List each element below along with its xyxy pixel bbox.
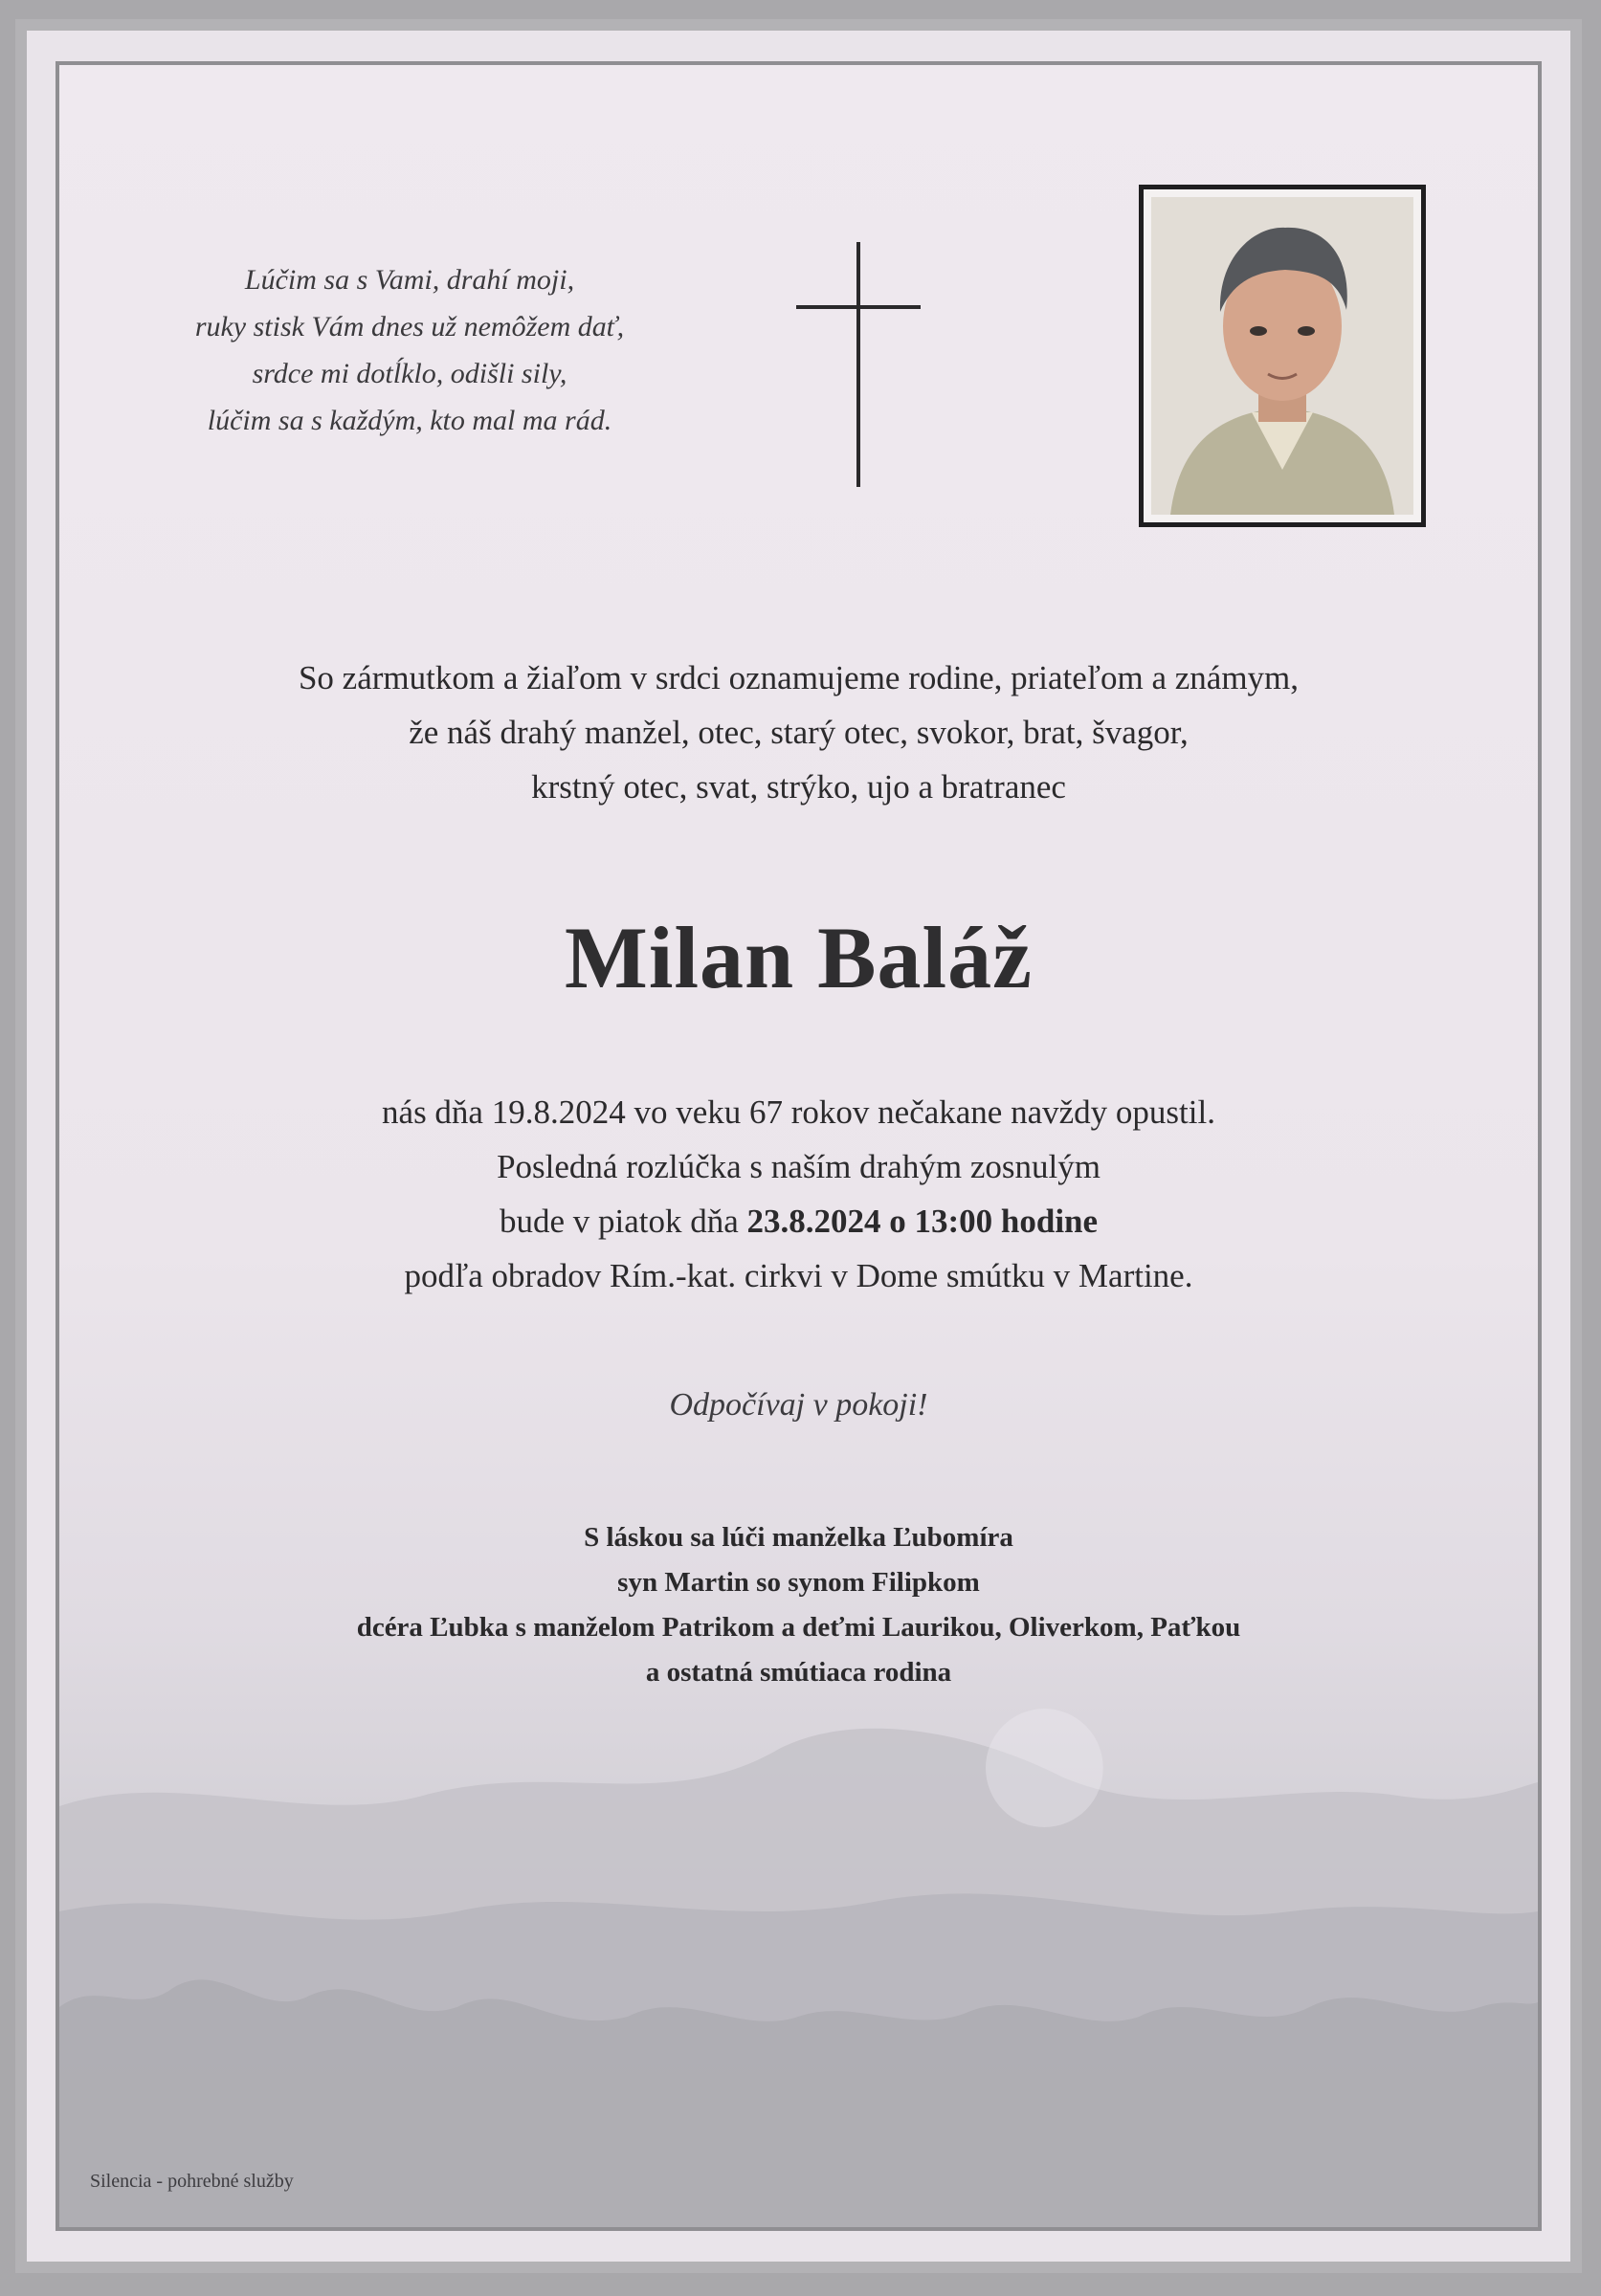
inner-frame	[56, 61, 1542, 2231]
landscape-background	[59, 1691, 1538, 2227]
portrait-image	[1151, 197, 1413, 515]
details-line: podľa obradov Rím.-kat. cirkvi v Dome smútku v Martine.	[404, 1257, 1193, 1294]
details-prefix: bude v piatok dňa	[499, 1203, 747, 1240]
portrait-illustration	[1151, 197, 1413, 515]
cross-icon-bar	[796, 305, 921, 309]
verse-line: Lúčim sa s Vami, drahí moji,	[244, 264, 575, 296]
verse-line: ruky stisk Vám dnes už nemôžem dať,	[194, 311, 625, 342]
cross-icon	[856, 242, 860, 487]
family-line: dcéra Ľubka s manželom Patrikom a deťmi Laurikou, Oliverkom, Paťkou	[356, 1612, 1241, 1643]
family-line: S láskou sa lúči manželka Ľubomíra	[584, 1522, 1013, 1553]
deceased-name: Milan Baláž	[565, 909, 1033, 1006]
details-line-date	[59, 1194, 1538, 1248]
family-line: a ostatná smútiaca rodina	[645, 1657, 952, 1688]
family-line: syn Martin so synom Filipkom	[617, 1567, 980, 1598]
portrait-photo	[1139, 185, 1426, 527]
funeral-details	[59, 1085, 1538, 1303]
intro-line: že náš drahý manžel, otec, starý otec, svokor, brat, švagor,	[409, 714, 1189, 751]
funeral-service-credit: Silencia - pohrebné služby	[90, 2171, 294, 2192]
funeral-date-time: 23.8.2024 o 13:00 hodine	[746, 1203, 1099, 1240]
announcement-intro	[59, 651, 1538, 814]
details-line: nás dňa 19.8.2024 vo veku 67 rokov nečakane navždy opustil.	[382, 1093, 1215, 1131]
rest-in-peace: Odpočívaj v pokoji!	[669, 1387, 928, 1423]
outer-frame	[15, 19, 1582, 2273]
details-line: Posledná rozlúčka s naším drahým zosnulým	[497, 1148, 1101, 1185]
family-signature	[59, 1515, 1538, 1695]
intro-line: krstný otec, svat, strýko, ujo a bratranec	[531, 768, 1066, 806]
farewell-verse	[142, 256, 678, 444]
verse-line: srdce mi dotĺklo, odišli sily,	[252, 358, 567, 389]
verse-line: lúčim sa s každým, kto mal ma rád.	[207, 405, 612, 436]
intro-line: So zármutkom a žiaľom v srdci oznamujeme rodine, priateľom a známym,	[298, 659, 1300, 696]
